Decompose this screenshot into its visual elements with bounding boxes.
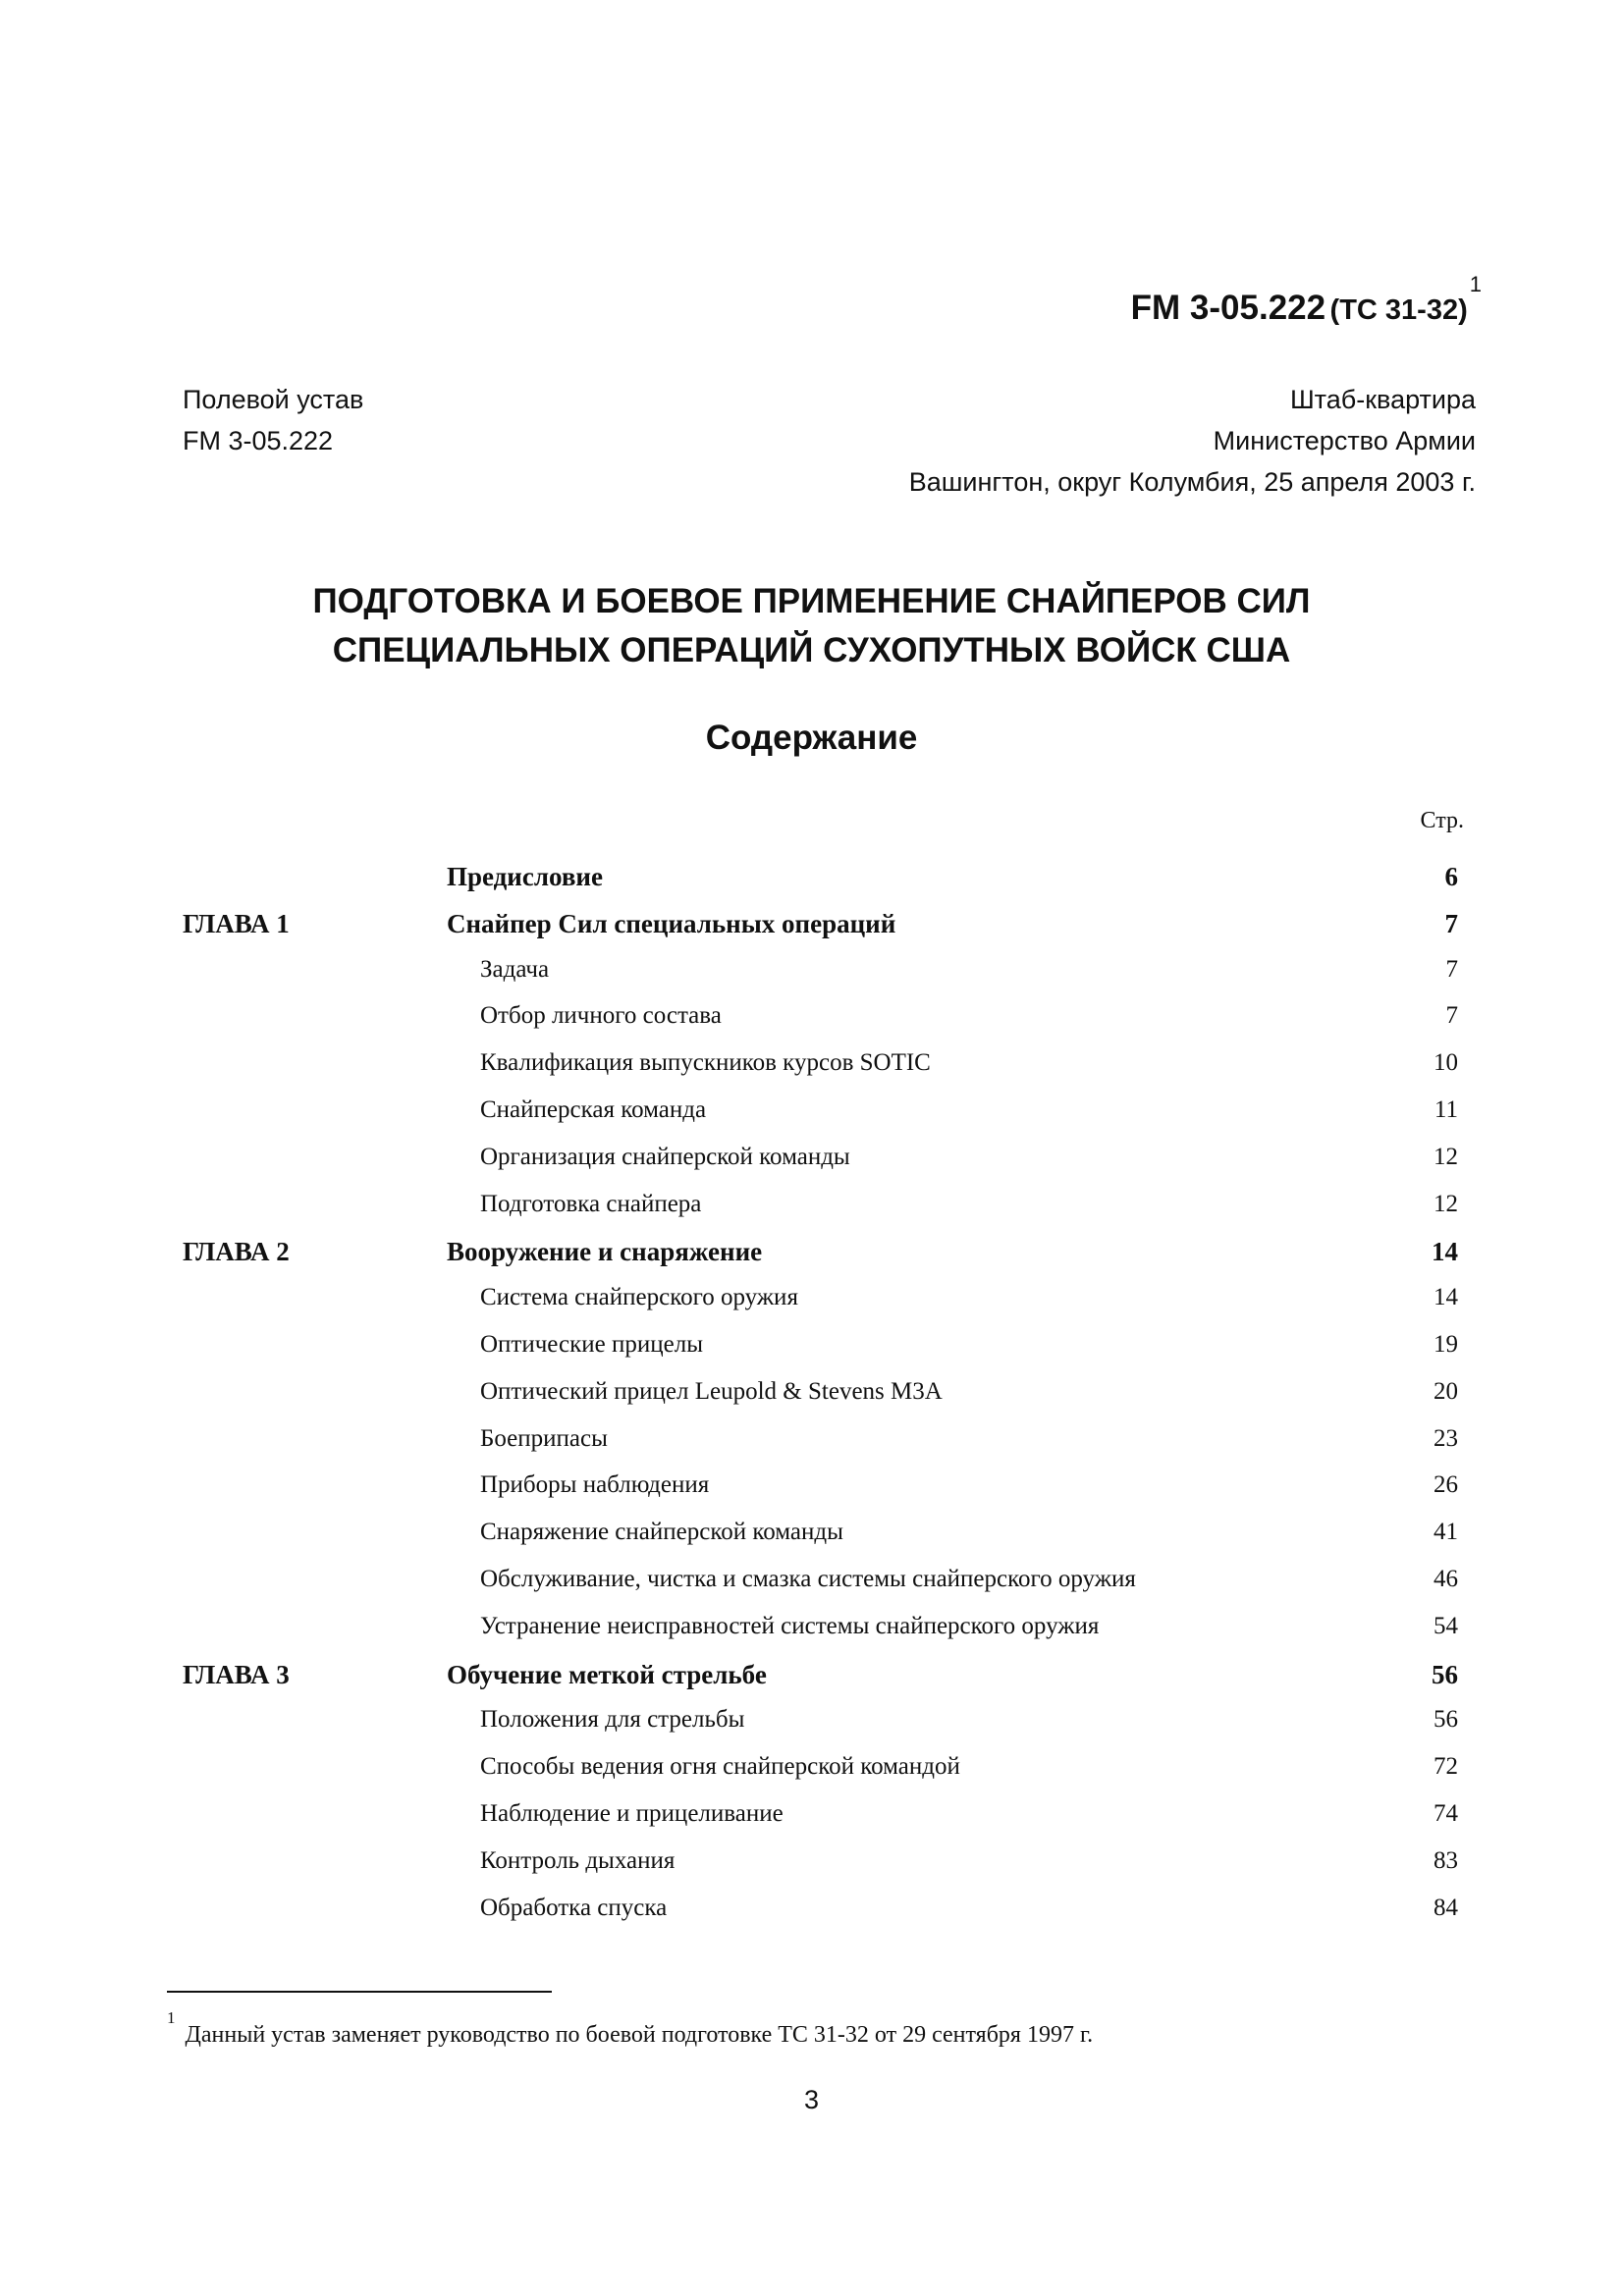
toc-entry (0, 1566, 1623, 1605)
toc-entry-title: Снаряжение снайперской команды (480, 1519, 843, 1545)
toc-entry-title: Обслуживание, чистка и смазка системы снайперского оружия (480, 1566, 1136, 1592)
toc-entry-page: 11 (1434, 1096, 1458, 1123)
right-metadata (909, 379, 1476, 503)
toc-entry-title: Подготовка снайпера (480, 1191, 702, 1217)
toc-entry (0, 1847, 1623, 1887)
toc-entry (0, 1706, 1623, 1745)
footnote-divider (167, 1991, 552, 1993)
headquarters: Штаб-квартира (1289, 385, 1476, 414)
toc-entry-page: 6 (1444, 862, 1458, 891)
toc-entry-page: 12 (1434, 1191, 1458, 1217)
toc-entry-page: 83 (1434, 1847, 1458, 1874)
department: Министерство Армии (1213, 426, 1476, 455)
toc-entry-title: Снайперская команда (480, 1096, 707, 1123)
page-number: 3 (803, 2085, 820, 2114)
left-metadata (183, 379, 363, 461)
toc-entry (0, 1284, 1623, 1323)
document-title (0, 577, 1623, 675)
footnote-ref: 1 (1469, 271, 1482, 296)
toc-entry-title: Обработка спуска (480, 1895, 668, 1921)
toc-chapter-label: ГЛАВА 2 (183, 1237, 290, 1266)
toc-entry-title: Наблюдение и прицеливание (480, 1800, 784, 1827)
toc-entry (0, 909, 1623, 948)
toc-entry (0, 1096, 1623, 1136)
doc-alt-code: (TC 31-32) (1329, 294, 1468, 326)
toc-entry (0, 1144, 1623, 1183)
toc-entry (0, 1378, 1623, 1417)
toc-entry-title: Оптические прицелы (480, 1331, 704, 1358)
toc-entry-page: 7 (1445, 1002, 1458, 1029)
title-line: ПОДГОТОВКА И БОЕВОЕ ПРИМЕНЕНИЕ СНАЙПЕРОВ СИЛ (312, 582, 1311, 620)
doc-code: FM 3-05.222 (1130, 289, 1326, 327)
toc-entry (0, 1049, 1623, 1089)
toc-entry-title: Вооружение и снаряжение (447, 1237, 763, 1266)
toc-entry (0, 1895, 1623, 1934)
toc-entry-page: 12 (1434, 1144, 1458, 1170)
toc-entry-page: 41 (1434, 1519, 1458, 1545)
footnote-text: Данный устав заменяет руководство по боевой подготовке TC 31-32 от 29 сентября 1997 г. (185, 2022, 1094, 2048)
toc-entry-page: 14 (1434, 1284, 1458, 1310)
footnote-marker: 1 (167, 2008, 176, 2027)
toc-entry (0, 1613, 1623, 1652)
toc-entry-page: 7 (1444, 909, 1458, 938)
document-identifier (1130, 271, 1482, 328)
toc-entry-page: 19 (1434, 1331, 1458, 1358)
toc-entry (0, 1471, 1623, 1511)
manual-code: FM 3-05.222 (183, 426, 334, 455)
toc-entry-title: Положения для стрельбы (480, 1706, 745, 1733)
toc-entry-page: 56 (1434, 1706, 1458, 1733)
toc-entry-title: Устранение неисправностей системы снайперского оружия (480, 1613, 1100, 1639)
toc-chapter-label: ГЛАВА 3 (183, 1660, 290, 1689)
toc-entry-title: Квалификация выпускников курсов SOTIC (480, 1049, 931, 1076)
toc-entry-title: Боеприпасы (480, 1425, 608, 1452)
toc-entry-title: Задача (480, 956, 550, 983)
toc-entry-page: 74 (1434, 1800, 1458, 1827)
toc-entry (0, 1519, 1623, 1558)
toc-entry (0, 1753, 1623, 1792)
manual-type: Полевой устав (183, 385, 364, 414)
toc-entry (0, 1800, 1623, 1840)
toc-entry-title: Приборы наблюдения (480, 1471, 710, 1498)
toc-entry-title: Организация снайперской команды (480, 1144, 850, 1170)
toc-entry (0, 1191, 1623, 1230)
toc-entry-page: 46 (1434, 1566, 1458, 1592)
toc-entry (0, 1660, 1623, 1699)
footnote (167, 2008, 1094, 2049)
toc-entry (0, 1237, 1623, 1276)
toc-entry (0, 1002, 1623, 1041)
toc-entry-page: 54 (1434, 1613, 1458, 1639)
toc-entry-title: Оптический прицел Leupold & Stevens M3A (480, 1378, 943, 1405)
title-line: СПЕЦИАЛЬНЫХ ОПЕРАЦИЙ СУХОПУТНЫХ ВОЙСК США (332, 631, 1291, 669)
toc-entry (0, 1425, 1623, 1465)
toc-entry-page: 26 (1434, 1471, 1458, 1498)
toc-entry (0, 956, 1623, 995)
toc-entry-page: 84 (1434, 1895, 1458, 1921)
toc-entry-title: Контроль дыхания (480, 1847, 676, 1874)
toc-entry (0, 862, 1623, 901)
page-column-label: Стр. (1420, 808, 1464, 833)
toc-entry-title: Система снайперского оружия (480, 1284, 798, 1310)
toc-entry-page: 72 (1434, 1753, 1458, 1780)
toc-entry-page: 56 (1432, 1660, 1458, 1689)
toc-entry-page: 20 (1434, 1378, 1458, 1405)
toc-entry-title: Предисловие (447, 862, 603, 891)
toc-entry (0, 1331, 1623, 1370)
toc-entry-page: 14 (1432, 1237, 1458, 1266)
toc-entry-page: 23 (1434, 1425, 1458, 1452)
toc-entry-title: Способы ведения огня снайперской командой (480, 1753, 960, 1780)
toc-chapter-label: ГЛАВА 1 (183, 909, 290, 938)
toc-entry-title: Снайпер Сил специальных операций (447, 909, 896, 938)
toc-entry-title: Отбор личного состава (480, 1002, 722, 1029)
toc-entry-page: 10 (1434, 1049, 1458, 1076)
toc-entry-page: 7 (1445, 956, 1458, 983)
toc-entry-title: Обучение меткой стрельбе (447, 1660, 767, 1689)
place-date: Вашингтон, округ Колумбия, 25 апреля 2003 г. (908, 467, 1476, 497)
toc-heading: Содержание (705, 719, 918, 757)
